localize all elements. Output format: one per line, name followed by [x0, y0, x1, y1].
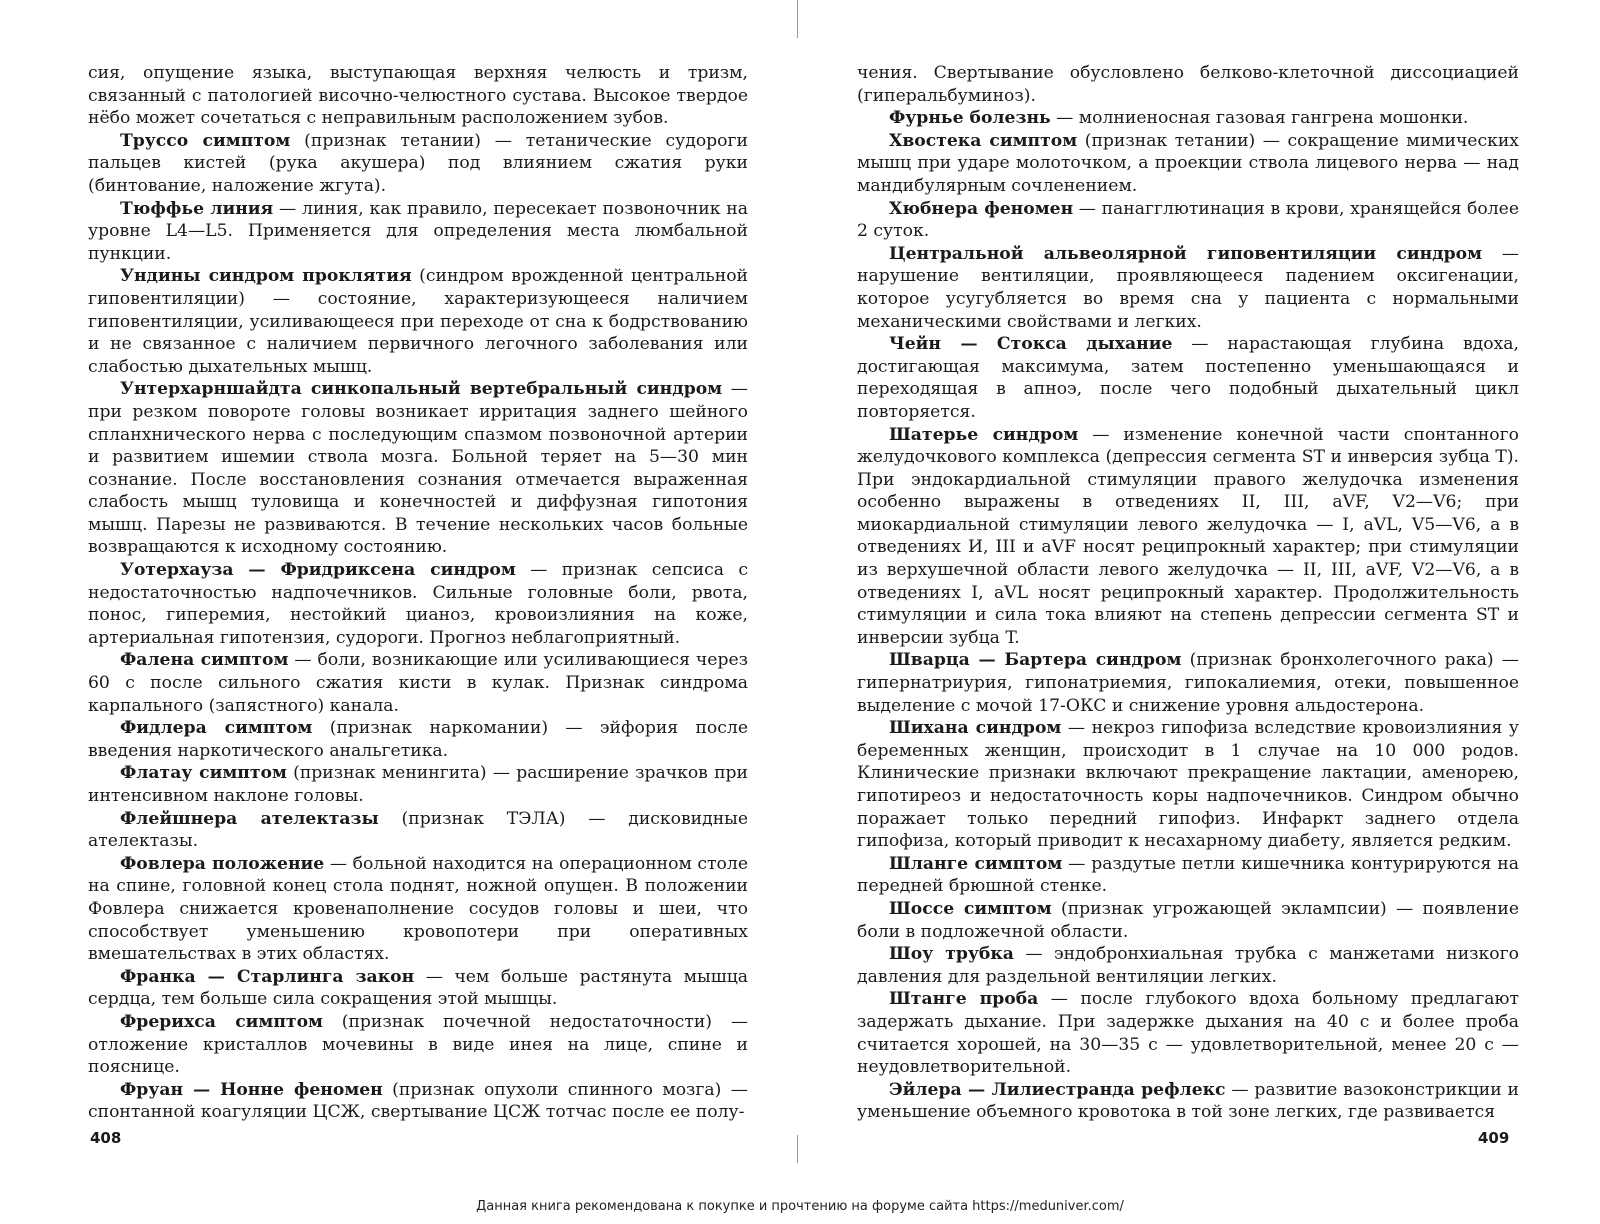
- paragraph-text: — изменение конечной части спонтанного желудочкового комплекса (депрессия сегмента ST и инверсия зубца T). При эндокардиальной стимуляции правого желудочка изменения особенно выражены в отведениях II, III, aVF, V2—V6; при миокардиальной стимуляции левого желудочка — I, aVL, V5—V6, а в отведениях И, III и aVF носят реципрокный характер; при стимуляции из верхушечной области левого желудочка — II, III, aVF, V2—V6, а в отведениях I, aVL носят реципрокный характер. Продолжительность стимуляции и сила тока влияют на степень депрессии сегмента ST и инверсии зубца T.: [857, 424, 1519, 648]
- term: Уотерхауза — Фридриксена синдром: [120, 560, 516, 581]
- paragraph: [88, 378, 748, 559]
- paragraph: [857, 649, 1519, 717]
- paragraph: [857, 988, 1519, 1078]
- page-number-left: 408: [90, 1129, 122, 1147]
- paragraph-text: (признак бронхолегочного рака) — гипернатриурия, гипонатриемия, гипокалиемия, отеки, повышенное выделение с мочой 17-ОКС и снижение уровня альдостерона.: [857, 650, 1519, 716]
- paragraph: [88, 62, 748, 130]
- term: Франка — Старлинга закон: [120, 966, 415, 987]
- paragraph: [857, 62, 1519, 107]
- paragraph-text: — нарушение вентиляции, проявляющееся падением оксигенации, которое усугубляется во время сна у пациента с нормальными механическими свойствами и легких.: [857, 243, 1519, 332]
- paragraph-text: (признак тетании) — сокращение мимических мышц при ударе молоточком, а проекции ствола лицевого нерва — над мандибулярным сочленением.: [857, 130, 1519, 196]
- page-number-right: 409: [1478, 1129, 1510, 1147]
- paragraph-text: — после глубокого вдоха больному предлагают задержать дыхание. При задержке дыхания на 40 с и более проба считается хорошей, на 30—35 с — удовлетворительной, менее 20 с — неудовлетворительной.: [857, 989, 1519, 1078]
- paragraph-text: (признак менингита) — расширение зрачков при интенсивном наклоне головы.: [88, 763, 749, 806]
- paragraph-text: — при резком повороте головы возникает ирритация заднего шейного спланхнического нерва с последующим спазмом позвоночной артерии и развитием ишемии ствола мозга. Больной теряет на 5—30 мин сознание. После восстановления сознания отмечается выраженная слабость мышц туловища и конечностей и диффузная гипотония мышц. Парезы не развиваются. В течение нескольких часов больные возвращаются к исходному состоянию.: [88, 379, 748, 558]
- paragraph: [857, 424, 1519, 650]
- paragraph: [88, 1011, 748, 1079]
- paragraph-text: — раздутые петли кишечника контурируются на передней брюшной стенке.: [857, 853, 1519, 897]
- term: Флатау симптом: [120, 763, 287, 784]
- term: Фурнье болезнь: [889, 108, 1051, 129]
- term: Шварца — Бартера синдром: [889, 650, 1182, 671]
- paragraph: [88, 762, 748, 807]
- term: Чейн — Стокса дыхание: [889, 334, 1173, 355]
- paragraph: [857, 333, 1519, 423]
- term: Хюбнера феномен: [889, 198, 1074, 219]
- right-page: [857, 62, 1519, 1124]
- left-page: [88, 62, 748, 1124]
- paragraph-text: (признак тетании) — тетанические судороги пальцев кистей (рука акушера) под влиянием сжатия руки (бинтование, наложение жгута).: [88, 130, 748, 196]
- paragraph: [857, 1079, 1519, 1124]
- paragraph-text: — панагглютинация в крови, хранящейся более 2 суток.: [857, 198, 1519, 242]
- term: Фидлера симптом: [120, 718, 313, 739]
- term: Шатерье синдром: [889, 424, 1079, 445]
- gutter-line-top: [797, 0, 798, 38]
- term: Шихана синдром: [889, 718, 1062, 739]
- paragraph: [88, 265, 748, 378]
- paragraph-text: сия, опущение языка, выступающая верхняя челюсть и тризм, связанный с патологией височно-челюстного сустава. Высокое твердое нёбо может сочетаться с неправильным расположением зубов.: [88, 63, 748, 129]
- term: Хвостека симптом: [889, 130, 1078, 151]
- term: Ундины синдром проклятия: [120, 266, 412, 287]
- paragraph: [88, 966, 748, 1011]
- paragraph: [857, 243, 1519, 333]
- paragraph: [88, 559, 748, 649]
- term: Фрерихса симптом: [120, 1011, 323, 1032]
- paragraph: [88, 808, 748, 853]
- paragraph-text: чения. Свертывание обусловлено белково-клеточной диссоциацией (гиперальбуминоз).: [857, 63, 1519, 106]
- paragraph-text: — некроз гипофиза вследствие кровоизлияния у беременных женщин, происходит в 1 случае на 10 000 родов. Клинические признаки включают прекращение лактации, аменорею, гипотиреоз и недостаточность коры надпочечников. Синдром обычно поражает только передний гипофиз. Инфаркт заднего отдела гипофиза, который приводит к несахарному диабету, является редким.: [857, 718, 1519, 852]
- paragraph: [88, 1079, 748, 1124]
- paragraph-text: — чем больше растянута мышца сердца, тем больше сила сокращения этой мышцы.: [88, 966, 748, 1010]
- paragraph: [857, 898, 1519, 943]
- term: Штанге проба: [889, 989, 1039, 1010]
- paragraph-text: (признак опухоли спинного мозга) — спонтанной коагуляции ЦСЖ, свертывание ЦСЖ тотчас после ее полу-: [88, 1079, 748, 1123]
- gutter-line-bottom: [797, 1135, 798, 1163]
- term: Фовлера положение: [120, 853, 325, 874]
- term: Фалена симптом: [120, 650, 289, 671]
- term: Фруан — Нонне феномен: [120, 1079, 383, 1100]
- paragraph: [88, 853, 748, 966]
- paragraph-text: — боли, возникающие или усиливающиеся через 60 с после сильного сжатия кисти в кулак. Признак синдрома карпального (запястного) канала.: [88, 650, 749, 716]
- paragraph-text: — эндобронхиальная трубка с манжетами низкого давления для раздельной вентиляции легких.: [857, 944, 1519, 987]
- term: Шоу трубка: [889, 944, 1014, 965]
- paragraph-text: (признак ТЭЛА) — дисковидные ателектазы.: [88, 808, 749, 852]
- paragraph: [88, 649, 748, 717]
- paragraph-text: (признак угрожающей эклампсии) — появление боли в подложечной области.: [857, 898, 1519, 942]
- footer-note: Данная книга рекомендована к покупке и прочтению на форуме сайта https://meduniver.com/: [476, 1199, 1124, 1214]
- paragraph-text: (синдром врожденной центральной гиповентиляции) — состояние, характеризующееся наличием гиповентиляции, усиливающееся при переходе от сна к бодрствованию и не связанное с наличием первичного легочного заболевания или слабостью дыхательных мышц.: [88, 266, 749, 377]
- term: Тюффье линия: [120, 198, 274, 219]
- term: Центральной альвеолярной гиповентиляции синдром: [889, 243, 1483, 264]
- term: Шоссе симптом: [889, 898, 1052, 919]
- paragraph: [88, 717, 748, 762]
- term: Флейшнера ателектазы: [120, 808, 379, 829]
- term: Эйлера — Лилиестранда рефлекс: [889, 1079, 1226, 1100]
- paragraph: [857, 107, 1519, 130]
- paragraph: [88, 198, 748, 266]
- paragraph-text: — развитие вазоконстрикции и уменьшение объемного кровотока в той зоне легких, где развивается: [857, 1079, 1519, 1123]
- paragraph: [88, 130, 748, 198]
- paragraph: [857, 130, 1519, 198]
- paragraph-text: — больной находится на операционном столе на спине, головной конец стола поднят, ножной опущен. В положении Фовлера снижается кровенаполнение сосудов головы и шеи, что способствует уменьшению кровопотери при оперативных вмешательствах в этих областях.: [88, 853, 748, 965]
- paragraph: [857, 943, 1519, 988]
- paragraph: [857, 198, 1519, 243]
- paragraph-text: — нарастающая глубина вдоха, достигающая максимума, затем постепенно уменьшающаяся и переходящая в апноэ, после чего подобный дыхательный цикл повторяется.: [857, 334, 1519, 422]
- paragraph-text: (признак наркомании) — эйфория после введения наркотического анальгетика.: [88, 718, 748, 761]
- paragraph-text: — молниеносная газовая гангрена мошонки.: [1050, 108, 1469, 129]
- paragraph: [857, 853, 1519, 898]
- paragraph-text: — линия, как правило, пересекает позвоночник на уровне L4—L5. Применяется для определения места люмбальной пункции.: [88, 198, 748, 264]
- term: Шланге симптом: [889, 853, 1063, 874]
- paragraph-text: (признак почечной недостаточности) — отложение кристаллов мочевины в виде инея на лице, спине и пояснице.: [88, 1011, 749, 1078]
- paragraph-text: — признак сепсиса с недостаточностью надпочечников. Сильные головные боли, рвота, понос, гиперемия, нестойкий цианоз, кровоизлияния на коже, артериальная гипотензия, судороги. Прогноз неблагоприятный.: [88, 560, 748, 648]
- term: Труссо симптом: [120, 130, 291, 151]
- term: Унтерхарншайдта синкопальный вертебральный синдром: [120, 379, 723, 400]
- paragraph: [857, 717, 1519, 853]
